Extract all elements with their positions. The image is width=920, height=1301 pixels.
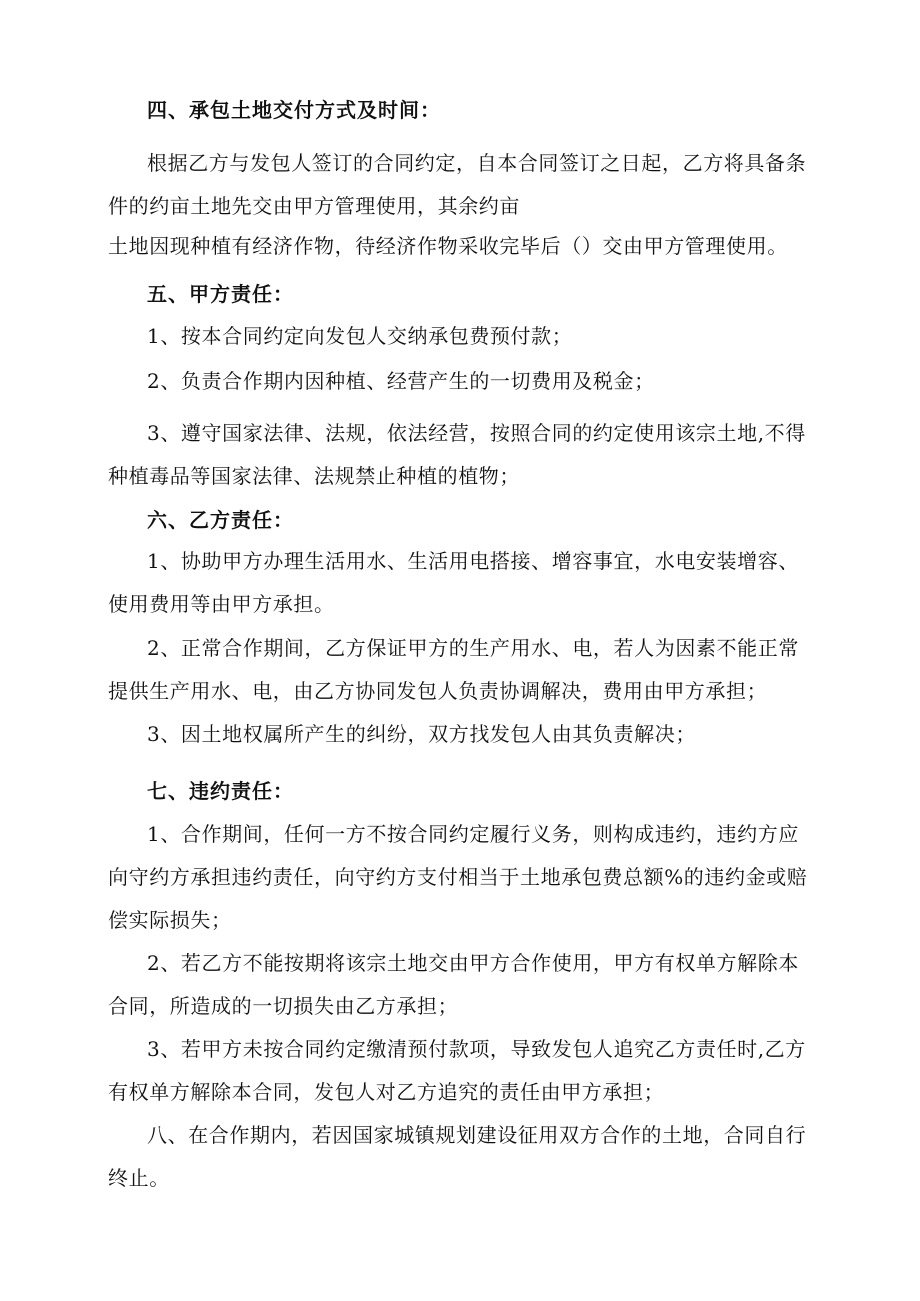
paragraph-line: 2、正常合作期间，乙方保证甲方的生产用水、电，若人为因素不能正常 <box>147 636 799 660</box>
paragraph-line: 件的约亩土地先交由甲方管理使用，其余约亩 <box>108 194 520 218</box>
paragraph-line: 根据乙方与发包人签订的合同约定，自本合同签订之日起，乙方将具备条 <box>147 151 807 175</box>
paragraph-line: 3、因土地权属所产生的纠纷，双方找发包人由其负责解决； <box>147 722 696 746</box>
section-heading-6: 六、乙方责任： <box>147 508 294 532</box>
paragraph-line: 2、负责合作期内因种植、经营产生的一切费用及税金； <box>147 369 655 393</box>
paragraph-line: 1、协助甲方办理生活用水、生活用电搭接、增容事宜，水电安装增容、 <box>147 549 799 573</box>
paragraph-line: 2、若乙方不能按期将该宗土地交由甲方合作使用，甲方有权单方解除本 <box>147 951 799 975</box>
paragraph-line: 土地因现种植有经济作物，待经济作物采收完毕后（）交由甲方管理使用。 <box>108 234 788 258</box>
paragraph-line: 3、遵守国家法律、法规，依法经营，按照合同的约定使用该宗土地,不得 <box>147 421 806 445</box>
paragraph-line: 1、合作期间，任何一方不按合同约定履行义务，则构成违约，违约方应 <box>147 822 799 846</box>
paragraph-line: 1、按本合同约定向发包人交纳承包费预付款； <box>147 324 573 348</box>
paragraph-line: 八、在合作期内，若因国家城镇规划建设征用双方合作的土地，合同自行 <box>147 1123 807 1147</box>
paragraph-line: 种植毒品等国家法律、法规禁止种植的植物； <box>108 464 520 488</box>
paragraph-line: 终止。 <box>108 1166 170 1190</box>
paragraph-line: 偿实际损失； <box>108 908 232 932</box>
paragraph-line: 使用费用等由甲方承担。 <box>108 592 335 616</box>
paragraph-line: 提供生产用水、电，由乙方协同发包人负责协调解决，费用由甲方承担； <box>108 679 768 703</box>
paragraph-line: 有权单方解除本合同，发包人对乙方追究的责任由甲方承担； <box>108 1080 665 1104</box>
section-heading-5: 五、甲方责任： <box>147 282 294 306</box>
paragraph-line: 向守约方承担违约责任，向守约方支付相当于土地承包费总额%的违约金或赔 <box>108 865 808 889</box>
paragraph-line: 合同，所造成的一切损失由乙方承担； <box>108 994 459 1018</box>
section-heading-4: 四、承包土地交付方式及时间： <box>147 98 441 122</box>
section-heading-7: 七、违约责任： <box>147 779 294 803</box>
paragraph-line: 3、若甲方未按合同约定缴清预付款项，导致发包人追究乙方责任时,乙方 <box>147 1037 806 1061</box>
